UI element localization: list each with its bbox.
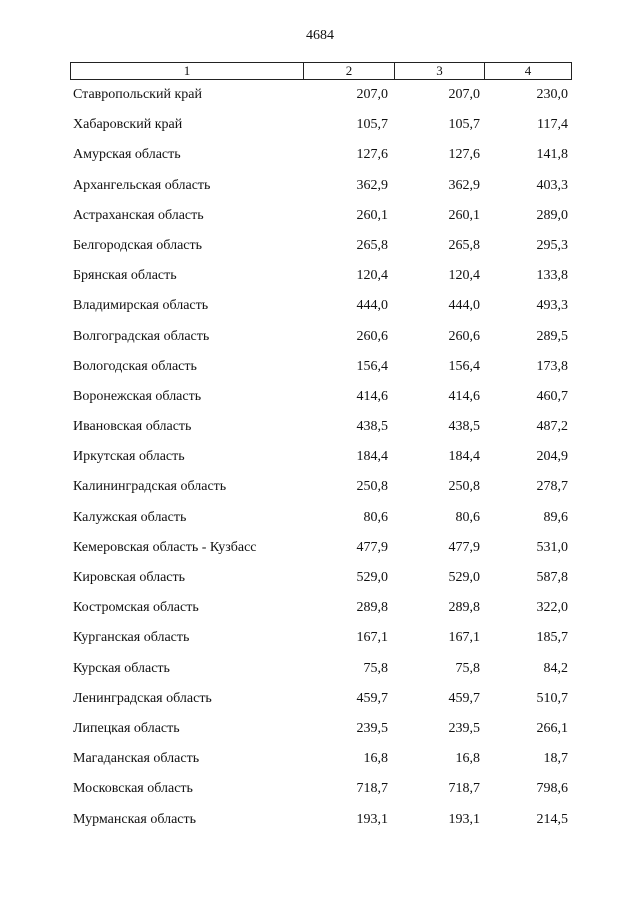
value-col-4: 18,7 xyxy=(543,751,568,767)
value-col-3: 167,1 xyxy=(448,630,480,646)
region-name: Московская область xyxy=(73,781,193,797)
value-col-2: 75,8 xyxy=(363,660,388,676)
region-name: Волгоградская область xyxy=(73,328,210,344)
table-row xyxy=(0,570,640,600)
value-col-3: 184,4 xyxy=(448,449,480,465)
value-col-4: 204,9 xyxy=(536,449,568,465)
value-col-4: 173,8 xyxy=(536,358,568,374)
value-col-4: 133,8 xyxy=(536,268,568,284)
region-name: Калининградская область xyxy=(73,479,227,495)
value-col-2: 105,7 xyxy=(356,117,388,133)
value-col-3: 260,6 xyxy=(448,328,480,344)
value-col-2: 260,1 xyxy=(356,207,388,223)
value-col-2: 362,9 xyxy=(356,177,388,193)
value-col-4: 278,7 xyxy=(536,479,568,495)
value-col-2: 156,4 xyxy=(356,358,388,374)
value-col-2: 260,6 xyxy=(356,328,388,344)
value-col-2: 438,5 xyxy=(356,419,388,435)
table-row xyxy=(0,630,640,660)
table-row xyxy=(0,479,640,509)
table-row xyxy=(0,329,640,359)
region-name: Белгородская область xyxy=(73,237,203,253)
value-col-2: 718,7 xyxy=(356,781,388,797)
table-row xyxy=(0,540,640,570)
value-col-3: 265,8 xyxy=(448,237,480,253)
page-number: 4684 xyxy=(306,28,334,43)
region-name: Кемеровская область - Кузбасс xyxy=(73,539,257,555)
value-col-2: 444,0 xyxy=(356,298,388,314)
value-col-4: 322,0 xyxy=(536,600,568,616)
value-col-3: 207,0 xyxy=(448,87,480,102)
value-col-3: 289,8 xyxy=(448,600,480,616)
value-col-3: 193,1 xyxy=(448,811,480,827)
region-name: Магаданская область xyxy=(73,751,200,767)
value-col-3: 718,7 xyxy=(448,781,480,797)
value-col-4: 493,3 xyxy=(536,298,568,314)
region-name: Иркутская область xyxy=(73,449,185,465)
table-row xyxy=(0,389,640,419)
table-row xyxy=(0,359,640,389)
value-col-2: 250,8 xyxy=(356,479,388,495)
value-col-2: 184,4 xyxy=(356,449,388,465)
region-name: Хабаровский край xyxy=(73,117,183,133)
region-name: Липецкая область xyxy=(73,720,180,736)
region-name: Архангельская область xyxy=(73,177,211,193)
value-col-4: 289,5 xyxy=(536,328,568,344)
value-col-2: 459,7 xyxy=(356,690,388,706)
value-col-2: 120,4 xyxy=(356,268,388,284)
value-col-3: 438,5 xyxy=(448,419,480,435)
value-col-4: 289,0 xyxy=(536,207,568,223)
table-row xyxy=(0,661,640,691)
table-row xyxy=(0,721,640,751)
region-name: Амурская область xyxy=(73,147,181,163)
value-col-4: 214,5 xyxy=(536,811,568,827)
value-col-4: 531,0 xyxy=(536,539,568,555)
region-name: Вологодская область xyxy=(73,358,197,374)
table-row xyxy=(0,147,640,177)
value-col-4: 89,6 xyxy=(543,509,568,525)
region-name: Курганская область xyxy=(73,630,190,646)
value-col-2: 167,1 xyxy=(356,630,388,646)
table-body xyxy=(0,87,640,842)
table-row xyxy=(0,298,640,328)
value-col-2: 289,8 xyxy=(356,600,388,616)
value-col-4: 460,7 xyxy=(536,388,568,404)
table-row xyxy=(0,781,640,811)
value-col-4: 587,8 xyxy=(536,570,568,585)
table-row xyxy=(0,510,640,540)
table-row xyxy=(0,87,640,117)
value-col-4: 230,0 xyxy=(536,87,568,102)
region-name: Ивановская область xyxy=(73,419,192,435)
table-row xyxy=(0,751,640,781)
value-col-4: 141,8 xyxy=(536,147,568,163)
column-header-3: 3 xyxy=(395,63,485,79)
value-col-3: 16,8 xyxy=(455,751,480,767)
value-col-2: 477,9 xyxy=(356,539,388,555)
region-name: Астраханская область xyxy=(73,207,204,223)
table-row xyxy=(0,117,640,147)
column-header-4: 4 xyxy=(524,63,532,78)
region-name: Калужская область xyxy=(73,509,187,525)
value-col-2: 529,0 xyxy=(356,570,388,585)
table-row xyxy=(0,812,640,842)
column-header-2: 2 xyxy=(304,63,395,79)
value-col-4: 798,6 xyxy=(536,781,568,797)
column-header-1: 1 xyxy=(71,63,304,79)
value-col-3: 105,7 xyxy=(448,117,480,133)
table-row xyxy=(0,208,640,238)
value-col-3: 75,8 xyxy=(455,660,480,676)
value-col-3: 239,5 xyxy=(448,720,480,736)
table-row xyxy=(0,449,640,479)
value-col-4: 266,1 xyxy=(536,720,568,736)
region-name: Владимирская область xyxy=(73,298,209,314)
value-col-3: 80,6 xyxy=(455,509,480,525)
value-col-2: 265,8 xyxy=(356,237,388,253)
value-col-2: 414,6 xyxy=(356,388,388,404)
table-row xyxy=(0,268,640,298)
value-col-3: 529,0 xyxy=(448,570,480,585)
table-row xyxy=(0,600,640,630)
region-name: Воронежская область xyxy=(73,388,202,404)
region-name: Кировская область xyxy=(73,570,186,585)
value-col-3: 127,6 xyxy=(448,147,480,163)
region-name: Костромская область xyxy=(73,600,199,616)
value-col-3: 414,6 xyxy=(448,388,480,404)
value-col-3: 120,4 xyxy=(448,268,480,284)
table-row xyxy=(0,238,640,268)
region-name: Мурманская область xyxy=(73,811,197,827)
value-col-3: 362,9 xyxy=(448,177,480,193)
value-col-4: 117,4 xyxy=(537,117,568,133)
table-row xyxy=(0,691,640,721)
value-col-2: 193,1 xyxy=(356,811,388,827)
value-col-4: 84,2 xyxy=(543,660,568,676)
region-name: Ставропольский край xyxy=(73,87,202,102)
table-row xyxy=(0,178,640,208)
value-col-3: 260,1 xyxy=(448,207,480,223)
table-row xyxy=(0,419,640,449)
value-col-3: 250,8 xyxy=(448,479,480,495)
value-col-2: 207,0 xyxy=(356,87,388,102)
region-name: Курская область xyxy=(73,660,170,676)
value-col-2: 239,5 xyxy=(356,720,388,736)
table-header xyxy=(70,62,572,80)
region-name: Ленинградская область xyxy=(73,690,212,706)
value-col-3: 444,0 xyxy=(448,298,480,314)
value-col-4: 487,2 xyxy=(536,419,568,435)
value-col-2: 80,6 xyxy=(363,509,388,525)
value-col-4: 510,7 xyxy=(536,690,568,706)
value-col-3: 156,4 xyxy=(448,358,480,374)
value-col-3: 477,9 xyxy=(448,539,480,555)
value-col-2: 16,8 xyxy=(363,751,388,767)
value-col-4: 295,3 xyxy=(536,237,568,253)
value-col-2: 127,6 xyxy=(356,147,388,163)
region-name: Брянская область xyxy=(73,268,177,284)
value-col-4: 185,7 xyxy=(536,630,568,646)
value-col-3: 459,7 xyxy=(448,690,480,706)
value-col-4: 403,3 xyxy=(536,177,568,193)
